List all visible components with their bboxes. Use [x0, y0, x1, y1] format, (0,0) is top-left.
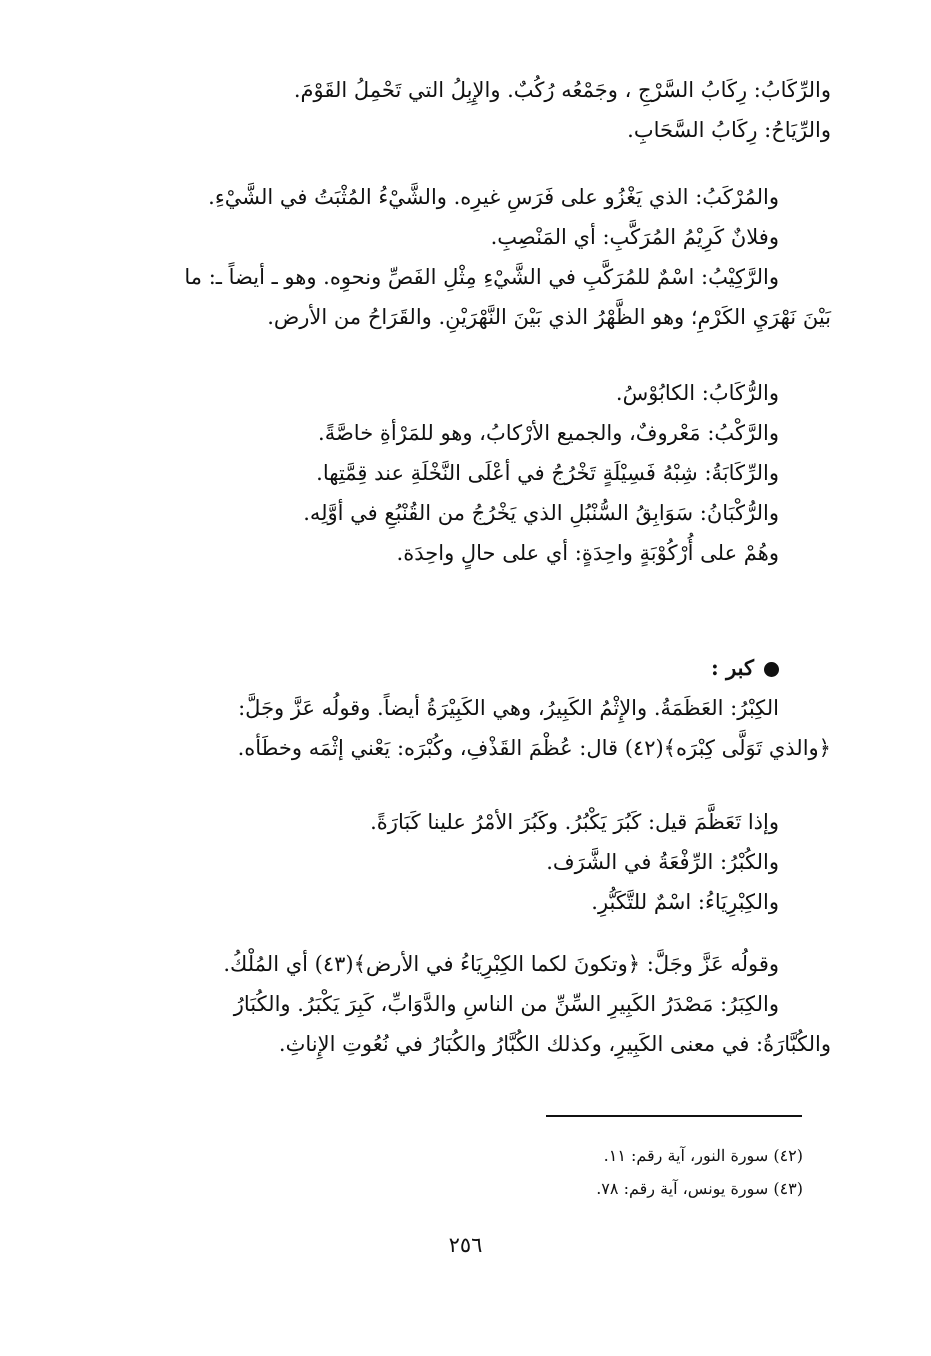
text-line: والرُّكَابُ: الكابُوْسُ.: [615, 381, 779, 405]
text-line: وهُمْ على أُرْكُوْبَةٍ واحِدَةٍ: أي على حالٍ واحِدَة.: [396, 541, 779, 565]
entry-heading-text: كبر :: [711, 655, 754, 680]
footnote-42: (٤٢) سورة النور، آية رقم: ١١.: [603, 1146, 803, 1165]
text-line: وفلانٌ كَرِيْمُ المُرَكَّبِ: أي المَنْصِبِ.: [490, 225, 779, 249]
text-line: وقولُه عَزَّ وجَلَّ: ﴿وتكونَ لكما الكِبْرِيَاءُ في الأرض﴾(٤٣) أي المُلْكُ.: [223, 952, 779, 976]
entry-rkb-part3: [70, 373, 831, 573]
entry-kbr-part3: [70, 944, 831, 1064]
text-line: والرَّكْبُ: مَعْروفٌ، والجميع الأرْكابُ، وهو للمَرْأةِ خاصَّةً.: [318, 421, 779, 445]
entry-kbr-part2: [70, 802, 831, 922]
text-line: ﴿والذي تَوَلَّى كِبْرَه﴾(٤٢) قال: عُظْمَ القَذْفِ، وكُبْرَه: يَعْني إثْمَه وخطَأه.: [237, 736, 831, 760]
entry-rkb-part1: [70, 70, 831, 150]
text-line: والكُبْرُ: الرِّفْعَةُ في الشَّرَف.: [546, 850, 779, 874]
text-line: والرِّيَاحُ: رِكَابُ السَّحَابِ.: [627, 118, 831, 142]
text-line: والكُبَّارَةُ: في معنى الكَبِيرِ، وكذلك الكُبَّارُ والكُبَارُ في نُعُوتِ الإِناثِ.: [278, 1032, 831, 1056]
text-line: والكِبَرُ: مَصْدَرُ الكَبِيرِ السِّنِّ من الناسِ والدَّوَابِّ، كَبِرَ يَكْبَرُ. والكُبَارُ: [233, 992, 779, 1016]
entry-heading: [70, 648, 831, 688]
footnote-43: (٤٣) سورة يونس، آية رقم: ٧٨.: [596, 1179, 803, 1198]
footnote-divider: [546, 1115, 802, 1117]
text-line: والكِبْرِيَاءُ: اسْمٌ للتَّكَبُّرِ.: [591, 890, 779, 914]
entry-rkb-part2: [70, 177, 831, 337]
text-line: والمُرْكَبُ: الذي يَغْزُو على فَرَسِ غيرِه. والشَّيْءُ المُثْبَتُ في الشَّيْءِ.: [208, 185, 779, 209]
text-line: والرُّكْبَانُ: سَوَابِقُ السُّنْبُلِ الذي يَخْرُجُ من القُنْبُعِ في أوَّلِه.: [303, 501, 779, 525]
text-line: والرِّكَابَةُ: شِبْهُ فَسِيْلَةٍ تَخْرُجُ في أعْلَى النَّخْلَةِ عند قِمَّتِها.: [316, 461, 779, 485]
text-line: والرَّكِيْبُ: اسْمٌ للمُرَكَّبِ في الشَّيْءِ مِثْلِ الفَصِّ ونحوِه. وهو ـ أيضاً ـ: ما: [184, 265, 779, 289]
text-line: والرِّكَابُ: رِكَابُ السَّرْجِ ، وجَمْعُه رُكُبٌ. والإِبِلُ التي تَحْمِلُ القَوْمَ.: [293, 78, 831, 102]
text-line: بَيْنَ نَهْرَيِ الكَرْمِ؛ وهو الظَّهْرُ الذي بَيْنَ النَّهْرَيْنِ. والقَرَاحُ من الأرض.: [267, 305, 831, 329]
text-line: وإذا تَعَظَّمَ قيل: كَبُرَ يَكْبُرُ. وكَبُرَ الأمْرُ علينا كَبَارَةً.: [370, 810, 779, 834]
page-number: ٢٥٦: [448, 1233, 483, 1257]
bullet-icon: [764, 662, 779, 677]
entry-kbr: [70, 648, 831, 768]
text-line: الكِبْرُ: العَظَمَةُ. والإِثْمُ الكَبِيرُ، وهي الكَبِيْرَةُ أيضاً. وقولُه عَزَّ وجَلَّ:: [238, 696, 779, 720]
